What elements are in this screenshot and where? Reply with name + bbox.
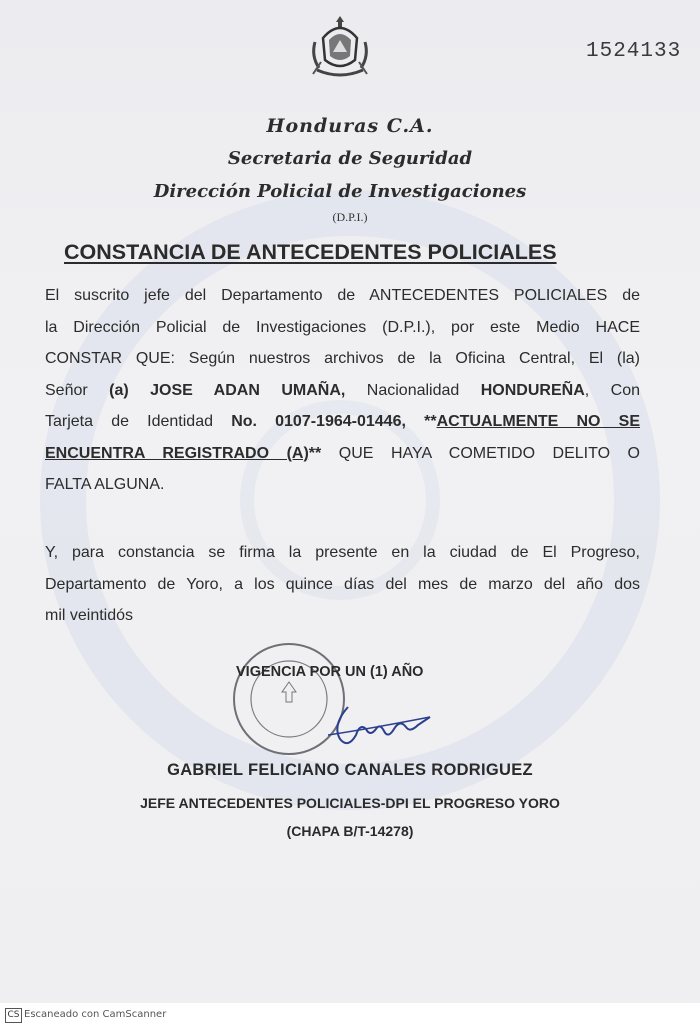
header-directorate: Dirección Policial de Investigaciones <box>153 181 527 202</box>
body-text: , Con <box>584 381 640 399</box>
closing-line: Departamento de Yoro, a los quince días del mes de marzo del año dos <box>45 575 640 593</box>
person-name: (a) JOSE ADAN UMAÑA, <box>109 381 346 399</box>
body-line: la Dirección Policial de Investigaciones (D.P.I.), por este Medio HACE <box>45 318 640 336</box>
body-line-status <box>45 438 640 470</box>
nationality: HONDUREÑA <box>480 381 585 399</box>
header-country: Honduras C.A. <box>266 115 434 137</box>
serial-number: 1524133 <box>586 40 682 63</box>
signer-position: JEFE ANTECEDENTES POLICIALES-DPI EL PROGRESO YORO <box>140 795 560 811</box>
body-line: El suscrito jefe del Departamento de ANTECEDENTES POLICIALES de <box>45 287 640 304</box>
header-ministry: Secretaria de Seguridad <box>227 148 473 169</box>
status-statement: ACTUALMENTE NO SE <box>436 413 641 430</box>
closing-line: Y, para constancia se firma la presente en la ciudad de El Progreso, <box>45 544 640 561</box>
asterisks: ** <box>405 413 437 430</box>
body-text: Nacionalidad <box>345 381 481 399</box>
scanner-footer <box>0 1003 700 1028</box>
signer-name: GABRIEL FELICIANO CANALES RODRIGUEZ <box>167 761 533 779</box>
camscanner-logo-icon: CS <box>5 1008 22 1023</box>
body-line: FALTA ALGUNA. <box>45 476 165 493</box>
validity-note: VIGENCIA POR UN (1) AÑO <box>236 664 424 680</box>
handwritten-signature <box>318 695 433 755</box>
body-text: Tarjeta de Identidad <box>45 413 232 430</box>
body-line-person <box>45 375 640 407</box>
closing-paragraph <box>45 537 640 632</box>
certification-body <box>45 280 640 501</box>
body-text: QUE HAYA COMETIDO DELITO O <box>321 444 640 462</box>
body-line: CONSTAR QUE: Según nuestros archivos de la Oficina Central, El (la) <box>45 350 640 367</box>
identity-number: No. 0107-1964-01446, <box>231 413 406 430</box>
body-line-id <box>45 406 640 438</box>
document-title: CONSTANCIA DE ANTECEDENTES POLICIALES <box>64 240 557 264</box>
body-text: Señor <box>45 381 110 399</box>
closing-line: mil veintidós <box>45 607 134 624</box>
asterisks: ** <box>308 444 322 462</box>
status-statement: ENCUENTRA REGISTRADO (A) <box>45 444 309 462</box>
coat-of-arms-icon <box>309 12 371 82</box>
header-acronym: (D.P.I.) <box>332 210 368 224</box>
signer-badge: (CHAPA B/T-14278) <box>286 823 414 839</box>
scanner-credit: Escaneado con CamScanner <box>24 1009 167 1020</box>
